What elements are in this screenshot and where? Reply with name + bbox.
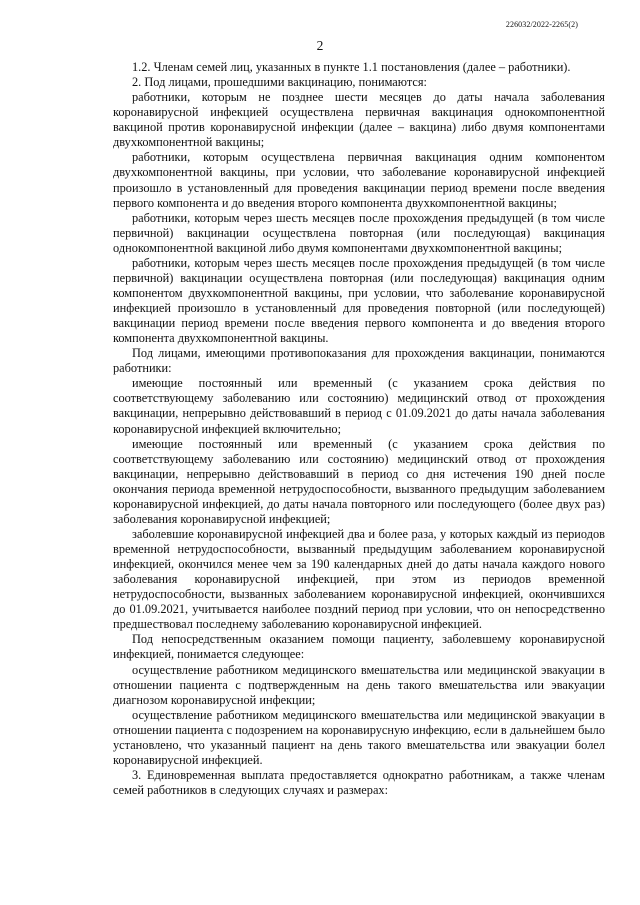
paragraph: работники, которым осуществлена первичная вакцинация одним компонентом двухкомпонентной вакцины, при условии, что заболевание коронавирусной инфекцией произошло в установленный для проведения вакцинации период времени после введения первого компонента и до введения второго компонента двухкомпонентной вакцины; [113, 150, 605, 210]
paragraph: имеющие постоянный или временный (с указанием срока действия по соответствующему заболеванию или состоянию) медицинский отвод от прохождения вакцинации, непрерывно действовавший в период с 01.09.2021 до даты начала заболевания коронавирусной инфекцией включительно; [113, 376, 605, 436]
document-number: 226032/2022-2265(2) [505, 20, 578, 29]
paragraph: осуществление работником медицинского вмешательства или медицинской эвакуации в отношении пациента с подтвержденным на день такого вмешательства или эвакуации диагнозом коронавирусной инфекции; [113, 662, 605, 707]
paragraph: работники, которым через шесть месяцев после прохождения предыдущей (в том числе первичной) вакцинации осуществлена повторная (или последующая) вакцинация однокомпонентной вакциной либо двумя компонентами двухкомпонентной вакцины; [113, 210, 605, 255]
paragraph: работники, которым не позднее шести месяцев до даты начала заболевания коронавирусной инфекцией осуществлена первичная вакцинация однокомпонентной вакциной против коронавирусной инфекции (далее – вакцина) либо двумя компонентами двухкомпонентной вакцины; [113, 90, 605, 150]
page-number: 2 [316, 38, 324, 53]
paragraph: Под непосредственным оказанием помощи пациенту, заболевшему коронавирусной инфекцией, понимается следующее: [113, 632, 605, 662]
paragraph: 1.2. Членам семей лиц, указанных в пункте 1.1 постановления (далее – работники). [132, 60, 571, 74]
paragraph: имеющие постоянный или временный (с указанием срока действия по соответствующему заболеванию или состоянию) медицинский отвод от прохождения вакцинации, непрерывно действовавший в период со дня истечения 190 дней после окончания периода временной нетрудоспособности, вызванного предыдущим заболеванием коронавирусной инфекцией, до даты начала повторного или последующего (более двух раз) заболевания коронавирусной инфекцией; [113, 436, 605, 526]
paragraph: 2. Под лицами, прошедшими вакцинацию, понимаются: [132, 75, 427, 90]
document-body [113, 60, 605, 798]
paragraph: осуществление работником медицинского вмешательства или медицинской эвакуации в отношении пациента с подозрением на коронавирусную инфекцию, если в дальнейшем было установлено, что указанный пациент на день такого вмешательства или эвакуации болел коронавирусной инфекцией. [113, 707, 605, 767]
paragraph: Под лицами, имеющими противопоказания для прохождения вакцинации, понимаются работники: [113, 346, 605, 376]
paragraph: 3. Единовременная выплата предоставляется однократно работникам, а также членам семей работников в следующих случаях и размерах: [113, 767, 605, 797]
paragraph: заболевшие коронавирусной инфекцией два и более раза, у которых каждый из периодов временной нетрудоспособности, вызванный предыдущим заболеванием коронавирусной инфекцией, окончился менее чем за 190 календарных дней до даты начала каждого нового заболевания коронавирусной инфекцией, при этом из периодов временной нетрудоспособности, вызванных заболеванием коронавирусной инфекцией, окончившихся до 01.09.2021, учитывается наиболее поздний период при условии, что он непосредственно предшествовал последнему заболеванию коронавирусной инфекцией. [113, 526, 605, 632]
paragraph: работники, которым через шесть месяцев после прохождения предыдущей (в том числе первичной) вакцинации осуществлена повторная (или последующая) вакцинация одним компонентом двухкомпонентной вакцины, при условии, что заболевание коронавирусной инфекцией произошло в установленный для проведения повторной (или последующей) вакцинации период времени после введения первого компонента и до введения второго компонента двухкомпонентной вакцины. [113, 255, 605, 346]
